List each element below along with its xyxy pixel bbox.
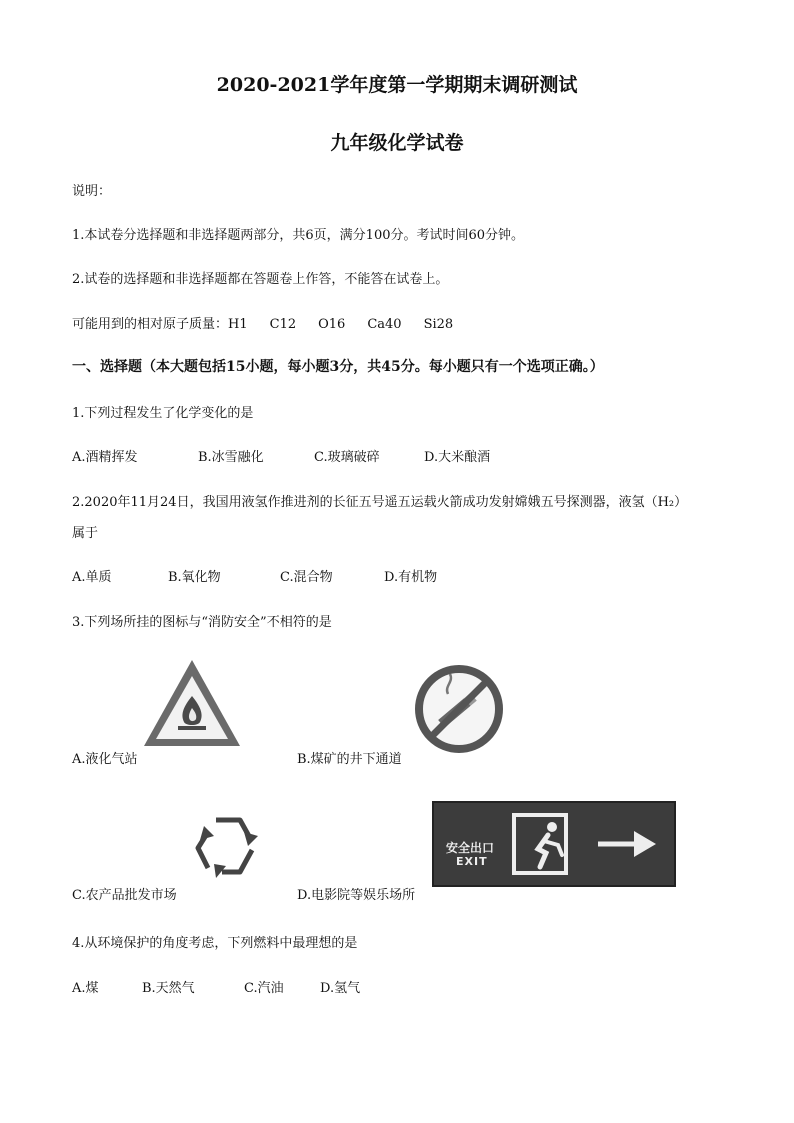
q1-option-c: C.玻璃破碎 xyxy=(314,450,380,465)
atomic-mass-o: O16 xyxy=(318,317,346,332)
exit-sign-cn: 安全出口 xyxy=(446,841,495,855)
note-item-2: 2.试卷的选择题和非选择题都在答题卷上作答，不能答在试卷上。 xyxy=(72,272,449,287)
arrow-right-icon xyxy=(594,827,660,861)
atomic-mass-h: H1 xyxy=(228,317,248,332)
q2-stem-line2: 属于 xyxy=(72,526,99,541)
emergency-exit-sign xyxy=(432,801,676,887)
exam-subtitle: 九年级化学试卷 xyxy=(330,132,464,154)
q2-stem-line1: 2.2020年11月24日，我国用液氢作推进剂的长征五号遥五运载火箭成功发射嫦娥五号探测器，液氢（H₂） xyxy=(72,495,688,510)
q2-option-b: B.氧化物 xyxy=(168,570,221,585)
q1-option-b: B.冰雪融化 xyxy=(198,450,264,465)
q4-option-c: C.汽油 xyxy=(244,981,284,996)
flammable-warning-icon xyxy=(140,656,244,750)
q3-option-b: B.煤矿的井下通道 xyxy=(297,752,402,767)
q3-stem: 3.下列场所挂的图标与“消防安全”不相符的是 xyxy=(72,615,332,630)
q2-option-c: C.混合物 xyxy=(280,570,333,585)
q3-option-c: C.农产品批发市场 xyxy=(72,888,177,903)
q4-option-b: B.天然气 xyxy=(142,981,195,996)
note-item-1: 1.本试卷分选择题和非选择题两部分，共6页，满分100分。考试时间60分钟。 xyxy=(72,228,525,243)
atomic-mass-ca: Ca40 xyxy=(367,317,402,332)
no-smoking-icon xyxy=(414,664,504,754)
q2-option-d: D.有机物 xyxy=(384,570,438,585)
running-person-icon xyxy=(512,813,584,875)
q1-option-a: A.酒精挥发 xyxy=(72,450,138,465)
q4-stem: 4.从环境保护的角度考虑，下列燃料中最理想的是 xyxy=(72,936,358,951)
atomic-mass-line xyxy=(72,313,453,332)
q3-option-a: A.液化气站 xyxy=(72,752,138,767)
atomic-mass-si: Si28 xyxy=(423,317,454,332)
exam-title: 2020-2021学年度第一学期期末调研测试 xyxy=(216,74,578,96)
atomic-mass-c: C12 xyxy=(269,317,297,332)
q4-option-a: A.煤 xyxy=(72,981,99,996)
q1-stem: 1.下列过程发生了化学变化的是 xyxy=(72,406,254,421)
q1-option-d: D.大米酿酒 xyxy=(424,450,491,465)
notes-heading: 说明： xyxy=(72,184,112,199)
section-title: 一、选择题（本大题包括15小题，每小题3分，共45分。每小题只有一个选项正确。） xyxy=(72,359,604,375)
exit-sign-en: EXIT xyxy=(456,855,488,868)
q3-option-d: D.电影院等娱乐场所 xyxy=(297,888,416,903)
q2-option-a: A.单质 xyxy=(72,570,112,585)
recycling-icon xyxy=(186,806,270,890)
q4-option-d: D.氢气 xyxy=(320,981,361,996)
atomic-mass-label: 可能用到的相对原子质量： xyxy=(72,317,229,332)
